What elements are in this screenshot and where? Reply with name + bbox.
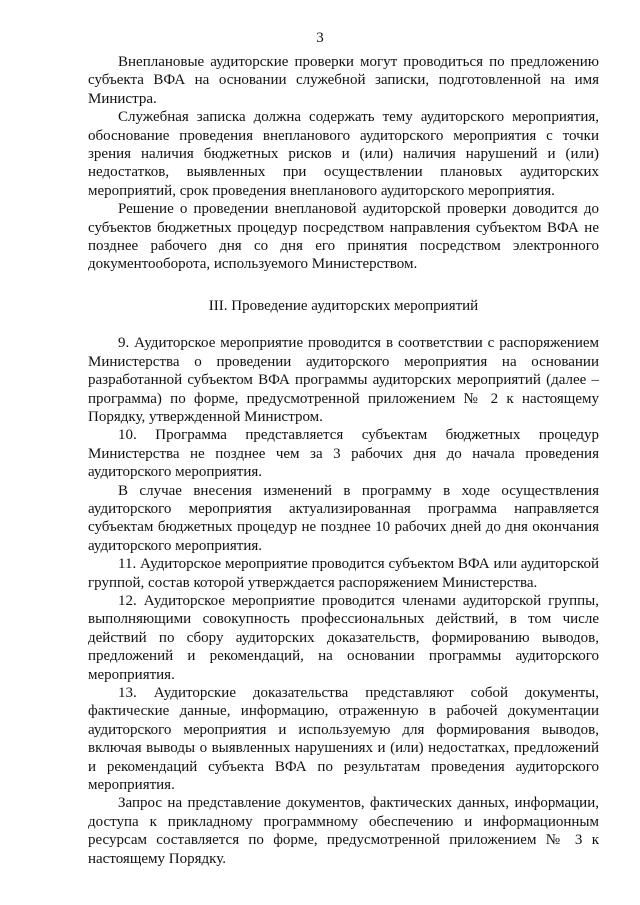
paragraph-item-11: 11. Аудиторское мероприятие проводится субъектом ВФА или аудиторской группой, состав которой утверждается распоряжением Министерства. <box>88 556 599 591</box>
paragraph-decision-notice: Решение о проведении внеплановой аудиторской проверки доводится до субъектов бюджетных процедур посредством направления субъектом ВФА не позднее рабочего дня со дня его принятия посредством электронного документооборота, используемого Министерством. <box>88 201 599 273</box>
paragraph-item-9: 9. Аудиторское мероприятие проводится в соответствии с распоряжением Министерства о проведении аудиторского мероприятия на основании разработанной субъектом ВФА программы аудиторских мероприятий (далее – программа) по форме, предусмотренной приложением № 2 к настоящему Порядку, утвержденной Министром. <box>88 335 599 425</box>
paragraph-information-request: Запрос на представление документов, фактических данных, информации, доступа к прикладному программному обеспечению и информационным ресурсам составляется по форме, предусмотренной приложением № 3 к настоящему Порядку. <box>88 795 599 867</box>
paragraph-service-note: Служебная записка должна содержать тему аудиторского мероприятия, обоснование проведения внепланового аудиторского мероприятия с точки зрения наличия бюджетных рисков и (или) наличия нарушений и (или) недостатков, выявленных при осуществлении плановых аудиторских мероприятий, срок проведения внепланового аудиторского мероприятия. <box>88 109 599 199</box>
paragraph-unplanned-audits: Внеплановые аудиторские проверки могут проводиться по предложению субъекта ВФА на основании служебной записки, подготовленной на имя Министра. <box>88 54 599 107</box>
paragraph-item-13: 13. Аудиторские доказательства представляют собой документы, фактические данные, информацию, отраженную в рабочей документации аудиторского мероприятия и используемую для формирования выводов, включая выводы о выявленных нарушениях и (или) недостатках, предложений и рекомендаций субъекта ВФА по результатам проведения аудиторского мероприятия. <box>88 685 599 794</box>
paragraph-item-10: 10. Программа представляется субъектам бюджетных процедур Министерства не позднее чем за 3 рабочих дня до начала проведения аудиторского мероприятия. <box>88 427 599 481</box>
paragraph-item-12: 12. Аудиторское мероприятие проводится членами аудиторской группы, выполняющими совокупность профессиональных действий, в том числе действий по сбору аудиторских доказательств, формированию выводов, предложений и рекомендаций, на основании программы аудиторского мероприятия. <box>88 592 599 683</box>
paragraph-program-changes: В случае внесения изменений в программу в ходе осуществления аудиторского мероприятия актуализированная программа направляется субъектам бюджетных процедур не позднее 10 рабочих дней до дня окончания аудиторского мероприятия. <box>88 482 599 554</box>
section-heading: III. Проведение аудиторских мероприятий <box>208 297 479 314</box>
document-body <box>88 53 599 868</box>
page-number: 3 <box>316 30 324 46</box>
